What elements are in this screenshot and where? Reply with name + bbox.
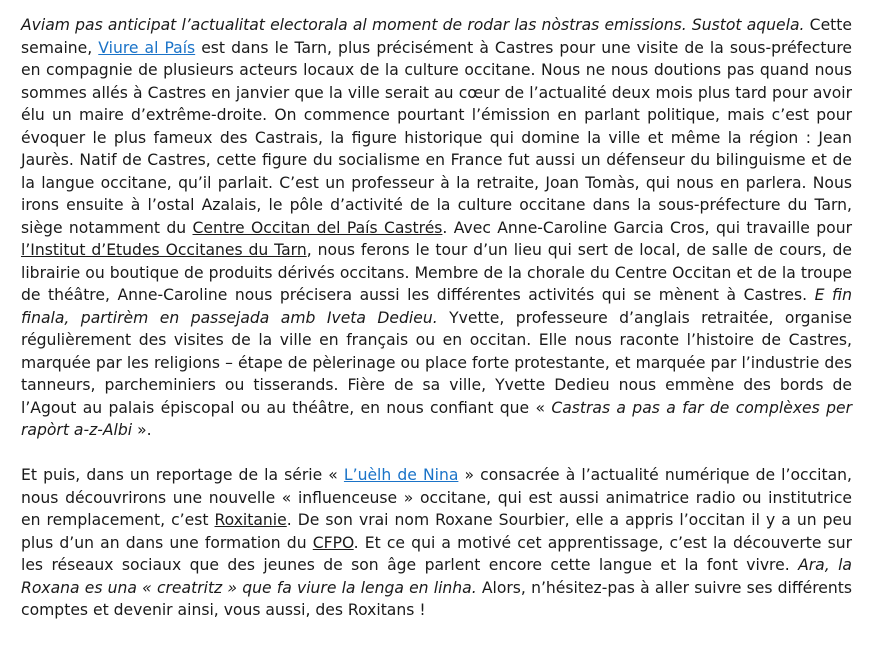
text: » consacrée à l’actualité numérique de l’occitan, nous découvrirons une nouvelle « influenceuse » occitane, qui est aussi animatrice radio ou institutrice en remplacement, c’est bbox=[21, 466, 852, 529]
link-roxitanie[interactable]: Roxitanie bbox=[214, 511, 287, 529]
text: Et puis, dans un reportage de la série « bbox=[21, 466, 344, 484]
text: , nous ferons le tour d’un lieu qui sert de local, de salle de cours, de librairie ou boutique de produits dérivés occitans. Membre de la chorale du Centre Occitan et de la troupe de théâtre, Anne-Caroline nous précisera aussi les différentes activités qui se mènent à Castres. bbox=[21, 241, 853, 304]
text: . De son vrai nom Roxane Sourbier, elle a appris l’occitan il y a un peu plus d’un an dans une formation du bbox=[21, 511, 852, 552]
link-centre-occitan[interactable]: Centre Occitan del País Castrés bbox=[192, 218, 443, 237]
italic-quote: Ara, la Roxana es una « creatritz » que fa viure la lenga en linha. bbox=[21, 556, 852, 597]
paragraph-1 bbox=[21, 14, 852, 442]
text: ». bbox=[132, 421, 152, 439]
text: Cette semaine, bbox=[21, 16, 852, 57]
text: . Et ce qui a motivé cet apprentissage, c’est la découverte sur les réseaux sociaux que des jeunes de son âge parlent encore cette langue et la font vivre. bbox=[21, 533, 853, 574]
italic-quote: E fin finala, partirèm en passejada amb Iveta Dedieu. bbox=[21, 286, 852, 327]
link-uelh-de-nina[interactable]: L’uèlh de Nina bbox=[343, 466, 459, 484]
paragraph-2 bbox=[21, 464, 852, 622]
link-cfpo[interactable]: CFPO bbox=[312, 533, 354, 552]
text: Yvette, professeure d’anglais retraitée, organise régulièrement des visites de la ville en français ou en occitan. Elle nous raconte l’histoire de Castres, marquée par les religions – étape de pèlerinage ou place forte protestante, et marquée par l’industrie des tanneurs, parcheminiers ou tisserands. Fière de sa ville, Yvette Dedieu nous emmène des bords de l’Agout au palais épiscopal ou au théâtre, en nous confiant que « bbox=[21, 308, 853, 417]
text: est dans le Tarn, plus précisément à Castres pour une visite de la sous-préfecture en compagnie de plusieurs acteurs locaux de la culture occitane. Nous ne nous doutions pas quand nous sommes allés à Castres en janvier que la ville serait au cœur de l’actualité deux mois plus tard pour avoir élu un maire d’extrême-droite. On commence pourtant l’émission en parlant politique, mais c’est pour évoquer le plus fameux des Castrais, la figure historique qui domine la ville et même la région : Jean Jaurès. Natif de Castres, cette figure du socialisme en France fut aussi un défenseur du bilinguisme et de la langue occitane, qu’il parlait. C’est un professeur à la retraite, Joan Tomàs, qui nous en parlera. Nous irons ensuite à l’ostal Azalais, le pôle d’activité de la culture occitane dans la sous-préfecture du Tarn, siège notamment du bbox=[21, 38, 852, 237]
text: Alors, n’hésitez-pas à aller suivre ses différents comptes et devenir ainsi, vous aussi, des Roxitans ! bbox=[21, 578, 852, 619]
link-viure-al-pais[interactable]: Viure al País bbox=[98, 38, 196, 57]
intro-italic: Aviam pas anticipat l’actualitat electorala al moment de rodar las nòstras emissions. Sustot aquela. bbox=[21, 16, 805, 34]
link-institut-etudes-occitanes[interactable]: l’Institut d’Etudes Occitanes du Tarn bbox=[21, 241, 307, 259]
italic-quote: Castras a pas a far de complèxes per rapòrt a-z-Albi bbox=[21, 398, 852, 439]
text: . Avec Anne-Caroline Garcia Cros, qui travaille pour bbox=[442, 218, 852, 237]
